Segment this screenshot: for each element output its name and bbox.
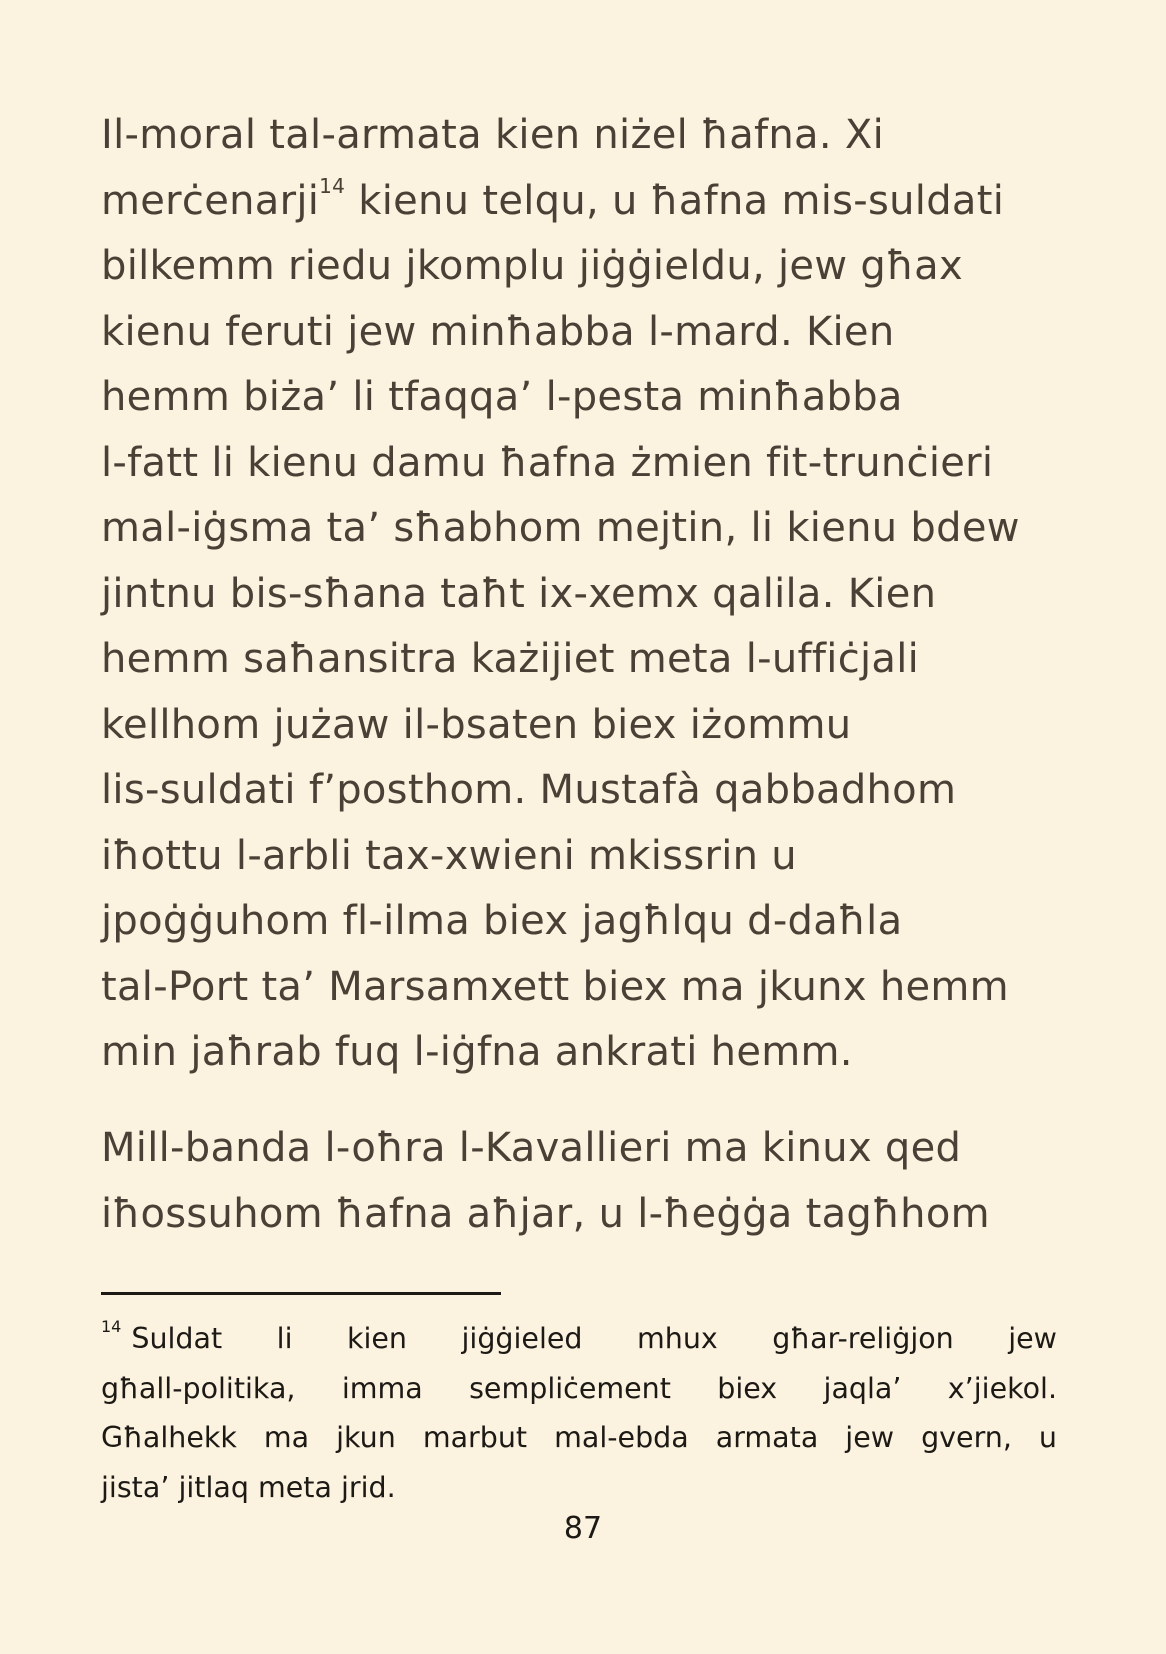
footnote-text: Suldat li kien jiġġieled mhux għar-reliġjon jew — [131, 1322, 1057, 1355]
text-line: l-fatt li kienu damu ħafna żmien fit-trunċieri — [101, 439, 994, 486]
footnote-line — [101, 1314, 1057, 1364]
text-line: kienu feruti jew minħabba l-mard. Kien — [101, 308, 895, 355]
text-line: kellhom jużaw il-bsaten biex iżommu — [101, 701, 852, 748]
text-line: lis-suldati f’posthom. Mustafà qabbadhom — [101, 767, 957, 813]
footnote-line: għall-politika, imma sempliċement biex jaqla’ x’jiekol. — [101, 1371, 1057, 1405]
footnote-divider — [101, 1292, 501, 1295]
footnote-line: jista’ jitlaq meta jrid. — [101, 1470, 396, 1504]
text-line: iħossuhom ħafna aħjar, u l-ħeġġa tagħhom — [101, 1190, 990, 1237]
footnote-line: Għalhekk ma jkun marbut mal-ebda armata jew gvern, u — [101, 1421, 1057, 1454]
text-line: Mill-banda l-oħra l-Kavallieri ma kinux qed — [101, 1125, 962, 1171]
text-line: jintnu bis-sħana taħt ix-xemx qalila. Kien — [101, 570, 937, 617]
text-line: hemm saħansitra każijiet meta l-uffiċjali — [101, 636, 920, 682]
main-paragraph-1 — [101, 103, 1071, 1086]
text-line: jpoġġuhom fl-ilma biex jagħlqu d-daħla — [101, 898, 903, 944]
text-line: bilkemm riedu jkomplu jiġġieldu, jew għax — [101, 243, 963, 289]
footnote-number: 14 — [101, 1316, 122, 1336]
text-fragment: merċenarji — [101, 177, 320, 224]
footnote — [101, 1314, 1057, 1512]
footnote-reference[interactable]: 14 — [319, 174, 346, 199]
page-number: 87 — [563, 1511, 603, 1546]
text-line-with-footnote-ref — [101, 169, 1071, 235]
text-line: mal-iġsma ta’ sħabhom mejtin, li kienu bdew — [101, 505, 1020, 551]
text-line: hemm biża’ li tfaqqa’ l-pesta minħabba — [101, 374, 903, 420]
main-paragraph-2 — [101, 1116, 1071, 1247]
text-line: min jaħrab fuq l-iġfna ankrati hemm. — [101, 1029, 853, 1075]
text-line: tal-Port ta’ Marsamxett biex ma jkunx hemm — [101, 963, 1009, 1010]
text-fragment: kienu telqu, u ħafna mis-suldati — [345, 177, 1005, 224]
text-line: iħottu l-arbli tax-xwieni mkissrin u — [101, 832, 797, 879]
text-line: Il-moral tal-armata kien niżel ħafna. Xi — [101, 112, 884, 158]
